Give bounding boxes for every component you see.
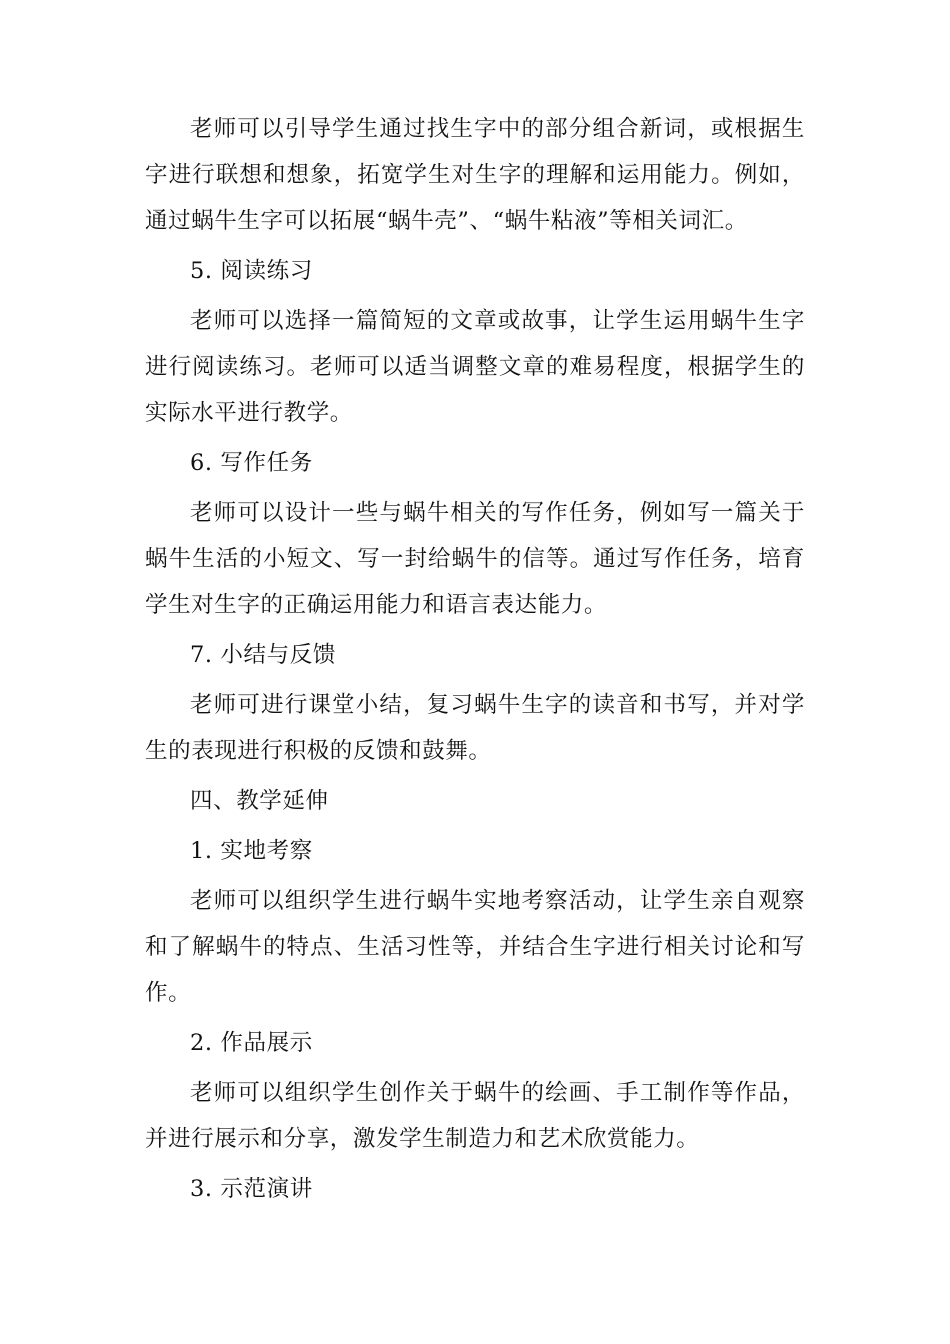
heading-reading-practice: 5. 阅读练习 — [190, 258, 313, 284]
document-body — [145, 106, 805, 1212]
heading-teaching-extension: 四、教学延伸 — [190, 788, 329, 814]
heading-field-trip: 1. 实地考察 — [190, 838, 313, 864]
paragraph-word-expansion: 老师可以引导学生通过找生字中的部分组合新词，或根据生字进行联想和想象，拓宽学生对生字的理解和运用能力。例如，通过蜗牛生字可以拓展“蜗牛壳”、“蜗牛粘液”等相关词汇。 — [145, 116, 805, 234]
paragraph-reading-practice: 老师可以选择一篇简短的文章或故事，让学生运用蜗牛生字进行阅读练习。老师可以适当调整文章的难易程度，根据学生的实际水平进行教学。 — [145, 308, 805, 426]
heading-demo-speech: 3. 示范演讲 — [190, 1176, 313, 1202]
heading-summary-feedback: 7. 小结与反馈 — [190, 642, 336, 668]
paragraph-field-trip: 老师可以组织学生进行蜗牛实地考察活动，让学生亲自观察和了解蜗牛的特点、生活习性等，并结合生字进行相关讨论和写作。 — [145, 888, 805, 1006]
heading-writing-task: 6. 写作任务 — [190, 450, 313, 476]
paragraph-work-display: 老师可以组织学生创作关于蜗牛的绘画、手工制作等作品，并进行展示和分享，激发学生制造力和艺术欣赏能力。 — [145, 1080, 805, 1152]
heading-work-display: 2. 作品展示 — [190, 1030, 313, 1056]
paragraph-writing-task: 老师可以设计一些与蜗牛相关的写作任务，例如写一篇关于蜗牛生活的小短文、写一封给蜗牛的信等。通过写作任务，培育学生对生字的正确运用能力和语言表达能力。 — [145, 500, 805, 618]
paragraph-summary-feedback: 老师可进行课堂小结，复习蜗牛生字的读音和书写，并对学生的表现进行积极的反馈和鼓舞。 — [145, 692, 805, 764]
